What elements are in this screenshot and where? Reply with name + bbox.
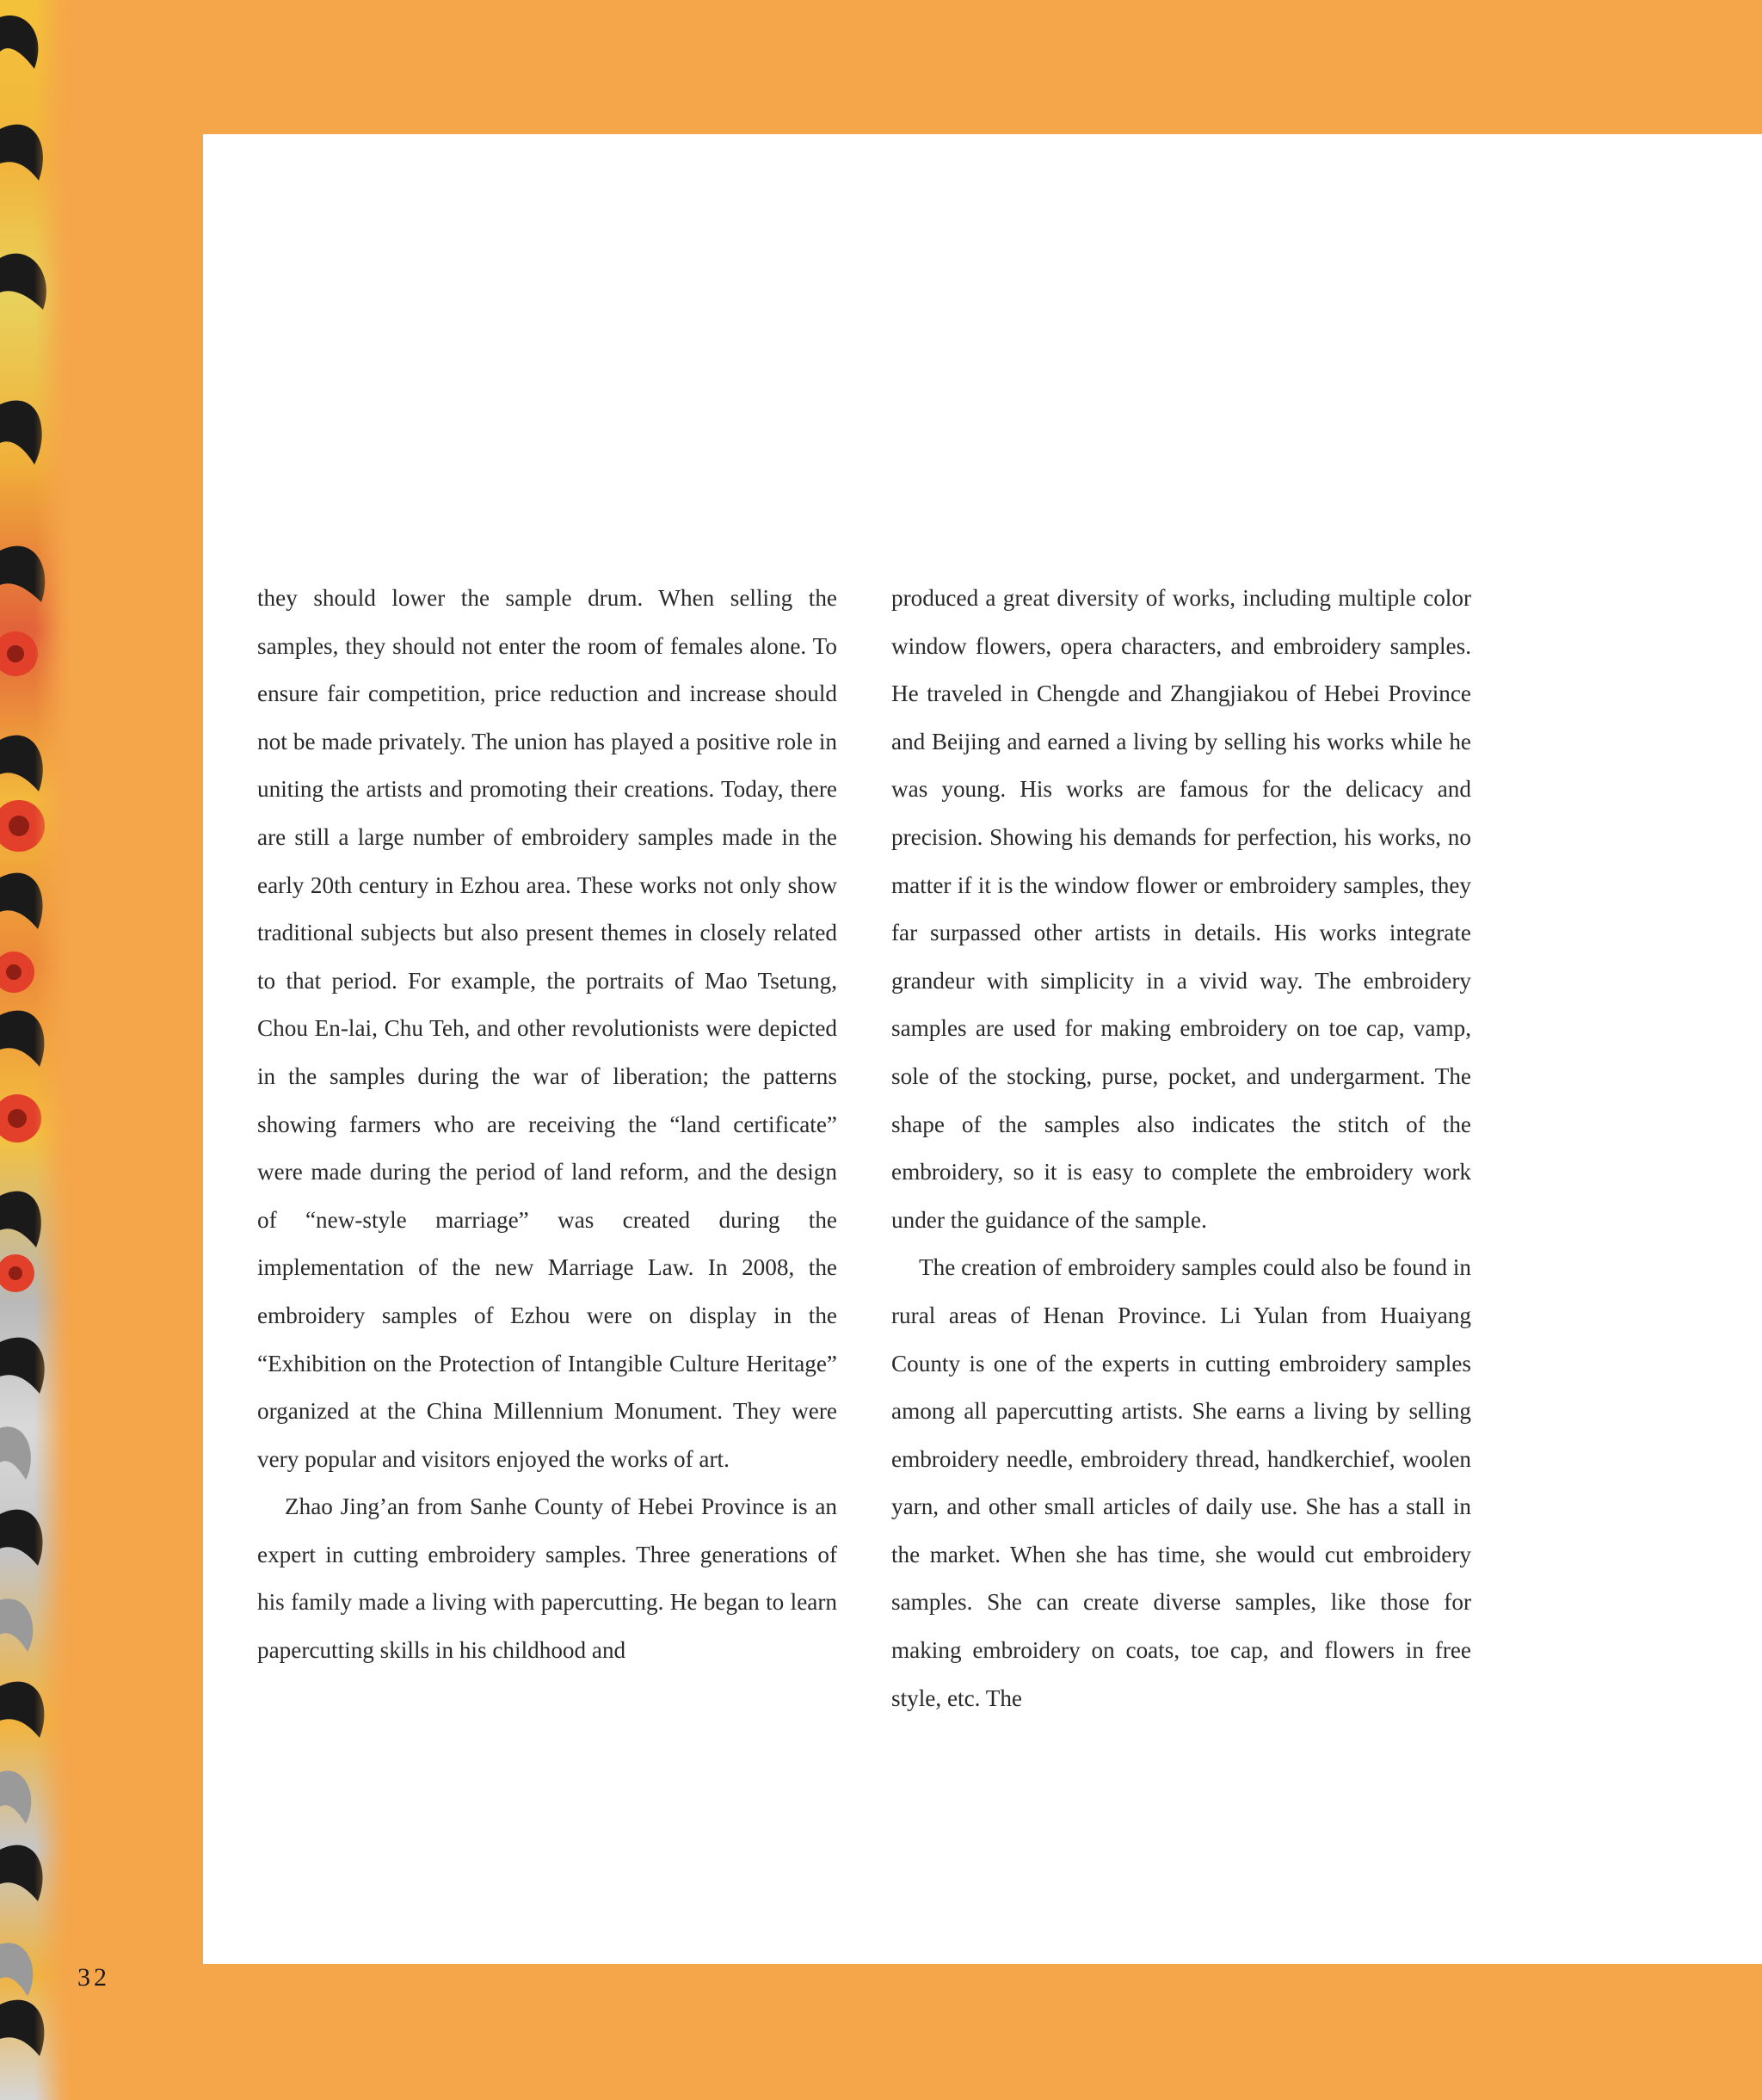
border-fade <box>34 0 69 2100</box>
paragraph: Zhao Jing’an from Sanhe County of Hebei Province is an expert in cutting embroidery samples. Three generations of his family made a living with papercutting. He began to learn papercutting skills in his childhood and <box>257 1493 837 1664</box>
paragraph: produced a great diversity of works, including multiple color window flowers, opera characters, and embroidery samples. He traveled in Chengde and Zhangjiakou of Hebei Province and Beijing and earned a living by selling his works while he was young. His works are famous for the delicacy and precision. Showing his demands for perfection, his works, no matter if it is the window flower or embroidery samples, they far surpassed other artists in details. His works integrate grandeur with simplicity in a vivid way. The embroidery samples are used for making embroidery on toe cap, vamp, sole of the stocking, purse, pocket, and undergarment. The shape of the samples also indicates the stitch of the embroidery, so it is easy to complete the embroidery work under the guidance of the sample. <box>891 585 1471 1233</box>
papercut-floral-border-icon <box>0 0 69 2100</box>
paragraph: they should lower the sample drum. When selling the samples, they should not enter the room of females alone. To ensure fair competition, price reduction and increase should not be made privately. The union has played a positive role in uniting the artists and promoting their creations. Today, there are still a large number of embroidery samples made in the early 20th century in Ezhou area. These works not only show traditional subjects but also present themes in closely related to that period. For example, the portraits of Mao Tsetung, Chou En-lai, Chu Teh, and other revolutionists were depicted in the samples during the war of liberation; the patterns showing farmers who are receiving the “land certificate” were made during the period of land reform, and the design of “new-style marriage” was created during the implementation of the new Marriage Law. In 2008, the embroidery samples of Ezhou were on display in the “Exhibition on the Protection of Intangible Culture Heritage” organized at the China Millennium Monument. They were very popular and visitors enjoyed the works of art. <box>257 585 837 1472</box>
right-text-column <box>891 575 1471 1722</box>
paragraph: The creation of embroidery samples could also be found in rural areas of Henan Province. Li Yulan from Huaiyang County is one of the experts in cutting embroidery samples among all papercutting artists. She earns a living by selling embroidery needle, embroidery thread, handkerchief, woolen yarn, and other small articles of daily use. She has a stall in the market. When she has time, she would cut embroidery samples. She can create diverse samples, like those for making embroidery on coats, toe cap, and flowers in free style, etc. The <box>891 1254 1471 1711</box>
left-text-column <box>257 575 837 1675</box>
page-number: 32 <box>77 1963 110 1992</box>
